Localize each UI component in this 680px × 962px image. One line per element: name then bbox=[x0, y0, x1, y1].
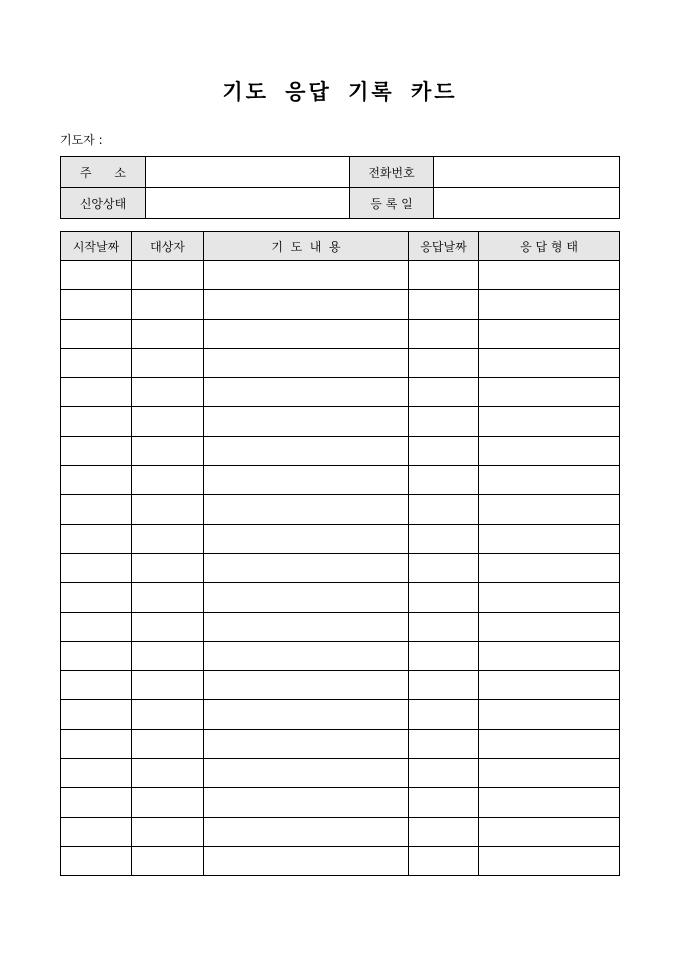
start-date-cell[interactable] bbox=[61, 466, 132, 495]
target-cell[interactable] bbox=[132, 407, 204, 436]
header-start-date: 시작날짜 bbox=[61, 232, 132, 261]
answer-type-cell[interactable] bbox=[479, 466, 620, 495]
target-cell[interactable] bbox=[132, 261, 204, 290]
prayer-content-cell[interactable] bbox=[204, 290, 409, 319]
answer-date-cell[interactable] bbox=[409, 290, 479, 319]
answer-date-cell[interactable] bbox=[409, 378, 479, 407]
table-row bbox=[61, 817, 620, 846]
faith-status-label: 신앙상태 bbox=[61, 188, 146, 219]
start-date-cell[interactable] bbox=[61, 407, 132, 436]
start-date-cell[interactable] bbox=[61, 524, 132, 553]
prayer-content-cell[interactable] bbox=[204, 319, 409, 348]
phone-field[interactable] bbox=[434, 157, 620, 188]
header-target: 대상자 bbox=[132, 232, 204, 261]
target-cell[interactable] bbox=[132, 641, 204, 670]
start-date-cell[interactable] bbox=[61, 378, 132, 407]
start-date-cell[interactable] bbox=[61, 436, 132, 465]
start-date-cell[interactable] bbox=[61, 319, 132, 348]
answer-type-cell[interactable] bbox=[479, 788, 620, 817]
address-label: 주 소 bbox=[61, 157, 146, 188]
start-date-cell[interactable] bbox=[61, 348, 132, 377]
info-table bbox=[60, 156, 620, 219]
start-date-cell[interactable] bbox=[61, 788, 132, 817]
target-cell[interactable] bbox=[132, 378, 204, 407]
answer-type-cell[interactable] bbox=[479, 495, 620, 524]
prayer-content-cell[interactable] bbox=[204, 524, 409, 553]
page-title: 기도 응답 기록 카드 bbox=[222, 79, 458, 104]
header-answer-type: 응 답 형 태 bbox=[479, 232, 620, 261]
address-field[interactable] bbox=[146, 157, 350, 188]
table-row bbox=[61, 612, 620, 641]
target-cell[interactable] bbox=[132, 524, 204, 553]
table-row bbox=[61, 261, 620, 290]
answer-type-cell[interactable] bbox=[479, 261, 620, 290]
prayer-content-cell[interactable] bbox=[204, 846, 409, 875]
start-date-cell[interactable] bbox=[61, 671, 132, 700]
header-answer-date: 응답날짜 bbox=[409, 232, 479, 261]
prayer-content-cell[interactable] bbox=[204, 612, 409, 641]
table-row bbox=[61, 495, 620, 524]
answer-type-cell[interactable] bbox=[479, 671, 620, 700]
table-row bbox=[61, 583, 620, 612]
records-table bbox=[60, 231, 620, 876]
faith-status-field[interactable] bbox=[146, 188, 350, 219]
target-cell[interactable] bbox=[132, 583, 204, 612]
answer-type-cell[interactable] bbox=[479, 612, 620, 641]
info-row-address bbox=[61, 157, 620, 188]
answer-type-cell[interactable] bbox=[479, 524, 620, 553]
prayer-content-cell[interactable] bbox=[204, 436, 409, 465]
prayer-content-cell[interactable] bbox=[204, 407, 409, 436]
answer-type-cell[interactable] bbox=[479, 436, 620, 465]
start-date-cell[interactable] bbox=[61, 641, 132, 670]
table-row bbox=[61, 641, 620, 670]
answer-date-cell[interactable] bbox=[409, 817, 479, 846]
prayer-content-cell[interactable] bbox=[204, 348, 409, 377]
table-row bbox=[61, 759, 620, 788]
table-row bbox=[61, 407, 620, 436]
answer-type-cell[interactable] bbox=[479, 729, 620, 758]
table-row bbox=[61, 788, 620, 817]
answer-date-cell[interactable] bbox=[409, 319, 479, 348]
start-date-cell[interactable] bbox=[61, 759, 132, 788]
start-date-cell[interactable] bbox=[61, 495, 132, 524]
target-cell[interactable] bbox=[132, 319, 204, 348]
answer-date-cell[interactable] bbox=[409, 612, 479, 641]
target-cell[interactable] bbox=[132, 290, 204, 319]
table-row bbox=[61, 524, 620, 553]
target-cell[interactable] bbox=[132, 466, 204, 495]
records-header-row bbox=[61, 232, 620, 261]
table-row bbox=[61, 700, 620, 729]
answer-type-cell[interactable] bbox=[479, 700, 620, 729]
target-cell[interactable] bbox=[132, 495, 204, 524]
answer-type-cell[interactable] bbox=[479, 641, 620, 670]
answer-date-cell[interactable] bbox=[409, 524, 479, 553]
target-cell[interactable] bbox=[132, 729, 204, 758]
prayer-content-cell[interactable] bbox=[204, 495, 409, 524]
prayer-content-cell[interactable] bbox=[204, 671, 409, 700]
answer-type-cell[interactable] bbox=[479, 348, 620, 377]
answer-type-cell[interactable] bbox=[479, 407, 620, 436]
prayer-content-cell[interactable] bbox=[204, 788, 409, 817]
answer-date-cell[interactable] bbox=[409, 348, 479, 377]
start-date-cell[interactable] bbox=[61, 583, 132, 612]
answer-date-cell[interactable] bbox=[409, 846, 479, 875]
answer-date-cell[interactable] bbox=[409, 671, 479, 700]
phone-label: 전화번호 bbox=[350, 157, 434, 188]
table-row bbox=[61, 378, 620, 407]
records-body bbox=[61, 261, 620, 876]
answer-date-cell[interactable] bbox=[409, 261, 479, 290]
prayer-content-cell[interactable] bbox=[204, 641, 409, 670]
answer-date-cell[interactable] bbox=[409, 495, 479, 524]
answer-type-cell[interactable] bbox=[479, 817, 620, 846]
target-cell[interactable] bbox=[132, 846, 204, 875]
answer-type-cell[interactable] bbox=[479, 846, 620, 875]
info-row-faith bbox=[61, 188, 620, 219]
prayer-label: 기도자 : bbox=[60, 133, 103, 147]
answer-date-cell[interactable] bbox=[409, 641, 479, 670]
target-cell[interactable] bbox=[132, 436, 204, 465]
answer-type-cell[interactable] bbox=[479, 319, 620, 348]
answer-date-cell[interactable] bbox=[409, 788, 479, 817]
table-row bbox=[61, 846, 620, 875]
answer-type-cell[interactable] bbox=[479, 759, 620, 788]
prayer-content-cell[interactable] bbox=[204, 759, 409, 788]
register-date-field[interactable] bbox=[434, 188, 620, 219]
prayer-content-cell[interactable] bbox=[204, 378, 409, 407]
start-date-cell[interactable] bbox=[61, 612, 132, 641]
start-date-cell[interactable] bbox=[61, 846, 132, 875]
prayer-content-cell[interactable] bbox=[204, 583, 409, 612]
start-date-cell[interactable] bbox=[61, 817, 132, 846]
target-cell[interactable] bbox=[132, 759, 204, 788]
table-row bbox=[61, 553, 620, 582]
answer-type-cell[interactable] bbox=[479, 290, 620, 319]
target-cell[interactable] bbox=[132, 700, 204, 729]
answer-type-cell[interactable] bbox=[479, 583, 620, 612]
answer-date-cell[interactable] bbox=[409, 407, 479, 436]
table-row bbox=[61, 290, 620, 319]
table-row bbox=[61, 436, 620, 465]
answer-date-cell[interactable] bbox=[409, 553, 479, 582]
target-cell[interactable] bbox=[132, 553, 204, 582]
target-cell[interactable] bbox=[132, 788, 204, 817]
target-cell[interactable] bbox=[132, 817, 204, 846]
table-row bbox=[61, 671, 620, 700]
target-cell[interactable] bbox=[132, 612, 204, 641]
prayer-content-cell[interactable] bbox=[204, 553, 409, 582]
prayer-content-cell[interactable] bbox=[204, 466, 409, 495]
header-prayer-content: 기 도 내 용 bbox=[204, 232, 409, 261]
table-row bbox=[61, 466, 620, 495]
target-cell[interactable] bbox=[132, 348, 204, 377]
table-row bbox=[61, 348, 620, 377]
answer-type-cell[interactable] bbox=[479, 378, 620, 407]
answer-type-cell[interactable] bbox=[479, 553, 620, 582]
start-date-cell[interactable] bbox=[61, 700, 132, 729]
prayer-content-cell[interactable] bbox=[204, 700, 409, 729]
register-date-label: 등 록 일 bbox=[350, 188, 434, 219]
start-date-cell[interactable] bbox=[61, 729, 132, 758]
target-cell[interactable] bbox=[132, 671, 204, 700]
table-row bbox=[61, 729, 620, 758]
prayer-content-cell[interactable] bbox=[204, 817, 409, 846]
answer-date-cell[interactable] bbox=[409, 700, 479, 729]
prayer-content-cell[interactable] bbox=[204, 261, 409, 290]
answer-date-cell[interactable] bbox=[409, 729, 479, 758]
answer-date-cell[interactable] bbox=[409, 583, 479, 612]
answer-date-cell[interactable] bbox=[409, 436, 479, 465]
start-date-cell[interactable] bbox=[61, 290, 132, 319]
prayer-content-cell[interactable] bbox=[204, 729, 409, 758]
table-row bbox=[61, 319, 620, 348]
answer-date-cell[interactable] bbox=[409, 759, 479, 788]
start-date-cell[interactable] bbox=[61, 261, 132, 290]
answer-date-cell[interactable] bbox=[409, 466, 479, 495]
start-date-cell[interactable] bbox=[61, 553, 132, 582]
